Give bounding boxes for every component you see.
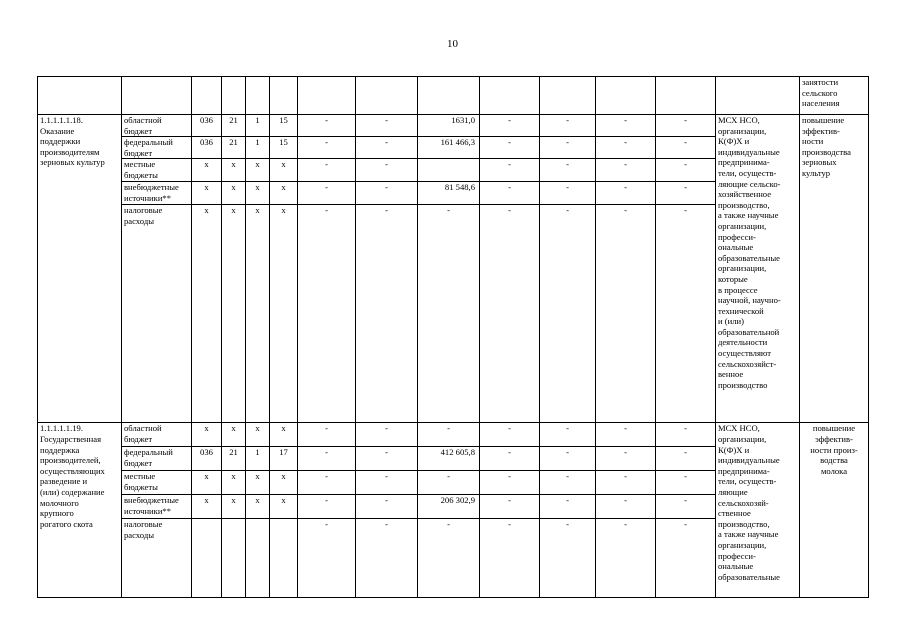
value-cell: - [596, 205, 656, 423]
code-cell: 036 [192, 447, 222, 471]
funding-source: областной бюджет [122, 423, 192, 447]
code-cell: х [222, 205, 246, 423]
funding-source: местные бюджеты [122, 471, 192, 495]
code-cell: х [192, 182, 222, 205]
value-cell: - [480, 205, 540, 423]
value-cell: - [540, 182, 596, 205]
value-cell: - [298, 159, 356, 182]
value-cell: - [656, 182, 716, 205]
code-cell: х [246, 423, 270, 447]
code-cell: х [222, 159, 246, 182]
value-cell [418, 159, 480, 182]
code-cell [192, 519, 222, 598]
value-cell: - [656, 205, 716, 423]
funding-source: областной бюджет [122, 115, 192, 137]
value-cell: - [480, 471, 540, 495]
value-cell: - [356, 205, 418, 423]
value-cell: - [480, 137, 540, 159]
value-cell: - [356, 495, 418, 519]
value-cell: - [596, 471, 656, 495]
code-cell: 21 [222, 115, 246, 137]
code-cell: х [246, 471, 270, 495]
value-cell: - [656, 519, 716, 598]
value-cell: - [596, 115, 656, 137]
code-cell: х [222, 423, 246, 447]
code-cell: х [192, 495, 222, 519]
value-cell: - [298, 495, 356, 519]
value-cell: - [356, 159, 418, 182]
value-cell: - [356, 182, 418, 205]
value-cell: - [656, 423, 716, 447]
value-cell: - [298, 115, 356, 137]
value-cell: - [540, 159, 596, 182]
value-cell: - [480, 115, 540, 137]
code-cell: х [270, 182, 298, 205]
code-cell: х [192, 205, 222, 423]
value-cell: 206 302,9 [418, 495, 480, 519]
code-cell: х [270, 159, 298, 182]
value-cell: - [356, 423, 418, 447]
code-cell: 1 [246, 115, 270, 137]
value-cell: - [480, 495, 540, 519]
value-cell: - [540, 423, 596, 447]
code-cell: 17 [270, 447, 298, 471]
code-cell: х [246, 159, 270, 182]
funding-source: внебюджетные источники** [122, 182, 192, 205]
outcome-cell: повышение эффектив- ности производства зерновых культур [800, 115, 869, 423]
value-cell: - [298, 137, 356, 159]
value-cell: - [596, 159, 656, 182]
code-cell: х [222, 182, 246, 205]
value-cell: - [540, 519, 596, 598]
value-cell: - [540, 447, 596, 471]
value-cell: - [480, 519, 540, 598]
code-cell: х [192, 159, 222, 182]
measure-name: 1.1.1.1.1.18. Оказание поддержки производителям зерновых культур [38, 115, 122, 423]
value-cell: - [480, 159, 540, 182]
code-cell: х [270, 423, 298, 447]
value-cell: - [596, 447, 656, 471]
code-cell: х [270, 471, 298, 495]
funding-source: внебюджетные источники** [122, 495, 192, 519]
code-cell: 1 [246, 447, 270, 471]
value-cell: - [298, 447, 356, 471]
page-number: 10 [447, 38, 458, 50]
funding-source: местные бюджеты [122, 159, 192, 182]
code-cell [222, 519, 246, 598]
value-cell: - [480, 182, 540, 205]
measure-name: 1.1.1.1.1.19. Государственная поддержка производителей, осуществляющих разведение и (или) содержание молочного крупного рогатого скота [38, 423, 122, 598]
value-cell: - [298, 423, 356, 447]
code-cell: 15 [270, 137, 298, 159]
code-cell: х [222, 495, 246, 519]
value-cell: - [298, 182, 356, 205]
value-cell: - [480, 423, 540, 447]
value-cell: - [298, 471, 356, 495]
code-cell: х [246, 495, 270, 519]
code-cell: 21 [222, 137, 246, 159]
code-cell: х [192, 423, 222, 447]
code-cell: х [222, 471, 246, 495]
executor-cell: МСХ НСО, организации, К(Ф)Х и индивидуальные предпринима- тели, осуществ- ляющие сельско- хозяйственное производство, а также научные организации, професси- ональные образовательные организации, которые в процессе научной, научно- технической и (или) образовательной деятельности осуществляют сельскохозяйст- венное производство [716, 115, 800, 423]
value-cell: - [540, 137, 596, 159]
value-cell: - [298, 519, 356, 598]
code-cell [246, 519, 270, 598]
value-cell: 81 548,6 [418, 182, 480, 205]
code-cell: х [270, 205, 298, 423]
code-cell: 21 [222, 447, 246, 471]
value-cell: 161 466,3 [418, 137, 480, 159]
outcome-cell: повышение эффектив- ности произ- водства молока [800, 423, 869, 598]
value-cell: - [418, 205, 480, 423]
funding-source: федеральный бюджет [122, 447, 192, 471]
code-cell [270, 519, 298, 598]
code-cell: х [270, 495, 298, 519]
value-cell: - [418, 471, 480, 495]
funding-source: налоговые расходы [122, 205, 192, 423]
program-table [37, 76, 869, 598]
value-cell: - [596, 495, 656, 519]
value-cell: - [656, 495, 716, 519]
value-cell: - [298, 205, 356, 423]
value-cell: - [596, 519, 656, 598]
code-cell: 036 [192, 137, 222, 159]
code-cell: х [246, 205, 270, 423]
value-cell: - [656, 115, 716, 137]
value-cell: - [540, 471, 596, 495]
funding-source: налоговые расходы [122, 519, 192, 598]
code-cell: 15 [270, 115, 298, 137]
value-cell: - [596, 137, 656, 159]
value-cell: - [418, 519, 480, 598]
outcome-cell: занятости сельского населения [800, 77, 869, 115]
value-cell: - [656, 137, 716, 159]
executor-cell: МСХ НСО, организации, К(Ф)Х и индивидуальные предпринима- тели, осуществ- ляющие сельскохозяй- ственное производство, а также научные организации, професси- ональные образовательные [716, 423, 800, 598]
value-cell: - [356, 115, 418, 137]
code-cell: 036 [192, 115, 222, 137]
value-cell: - [356, 447, 418, 471]
value-cell: - [480, 447, 540, 471]
funding-source: федеральный бюджет [122, 137, 192, 159]
value-cell: 1631,0 [418, 115, 480, 137]
value-cell: - [540, 115, 596, 137]
value-cell: - [418, 423, 480, 447]
value-cell: - [356, 519, 418, 598]
value-cell: - [596, 182, 656, 205]
value-cell: - [656, 159, 716, 182]
value-cell: 412 605,8 [418, 447, 480, 471]
value-cell: - [656, 447, 716, 471]
value-cell: - [356, 137, 418, 159]
value-cell: - [596, 423, 656, 447]
table-row [38, 115, 869, 137]
code-cell: 1 [246, 137, 270, 159]
code-cell: х [192, 471, 222, 495]
value-cell: - [656, 471, 716, 495]
value-cell: - [540, 205, 596, 423]
value-cell: - [540, 495, 596, 519]
table-row [38, 77, 869, 115]
table-row [38, 423, 869, 447]
value-cell: - [356, 471, 418, 495]
code-cell: х [246, 182, 270, 205]
